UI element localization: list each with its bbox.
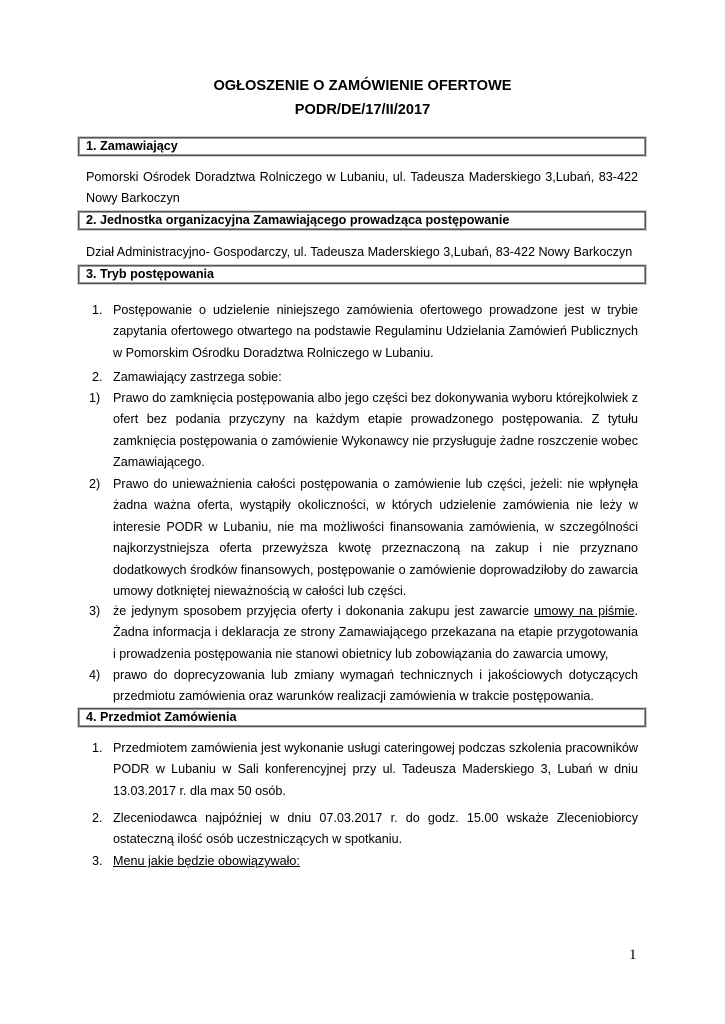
section-4-heading: 4. Przedmiot Zamówienia — [78, 708, 646, 727]
list-number: 2. — [92, 370, 103, 384]
page-number: 1 — [629, 947, 637, 963]
sublist-item — [113, 601, 638, 665]
section-3-heading: 3. Tryb postępowania — [78, 265, 646, 284]
sublist-number: 1) — [89, 391, 101, 405]
section-1-heading: 1. Zamawiający — [78, 137, 646, 156]
sublist-item: Prawo do zamknięcia postępowania albo jego części bez dokonywania wyboru którejkolwiek z ofert bez podania przyczyny na każdym etapie prowadzonego postępowania. Z tytułu zamknięcia postępowania o zamówienie Wykonawcy nie przysługuje żadne roszczenie wobec Zamawiającego. — [113, 391, 638, 470]
sublist-number: 2) — [89, 477, 101, 491]
sublist-number: 3) — [89, 604, 101, 618]
underlined-phrase: umowy na piśmie — [534, 604, 635, 618]
list-item: Przedmiotem zamówienia jest wykonanie usługi cateringowej podczas szkolenia pracowników PODR w Lubaniu w Sali konferencyjnej przy ul. Tadeusza Maderskiego 3, Lubań w dniu 13.03.2017 r. dla max 50 osób. — [113, 741, 638, 798]
document-title: OGŁOSZENIE O ZAMÓWIENIE OFERTOWE — [213, 78, 512, 94]
sublist-item: Prawo do unieważnienia całości postępowania o zamówienie lub części, jeżeli: nie wpłynęła żadna ważna oferta, wystąpiły okoliczności, w których udzielenie zamówienia nie leży w interesie PODR w Lubaniu, nie ma możliwości finansowania zamówienia, w szczególności najkorzystniejsza oferta przewyższa kwotę przeznaczoną na zakup i nie przyznano dodatkowych środków finansowych, postępowanie o zamówienie doprowadziłoby do zawarcia umowy dotkniętej nieważnością w całości lub części. — [113, 477, 638, 599]
list-item: Zleceniodawca najpóźniej w dniu 07.03.2017 r. do godz. 15.00 wskaże Zleceniobiorcy ostateczną ilość osób uczestniczących w spotkaniu. — [113, 811, 638, 847]
section-1-text: Pomorski Ośrodek Doradztwa Rolniczego w Lubaniu, ul. Tadeusza Maderskiego 3,Lubań, 83-422 Nowy Barkoczyn — [86, 170, 638, 205]
sublist-item-text: że jedynym sposobem przyjęcia oferty i dokonania zakupu jest zawarcie — [113, 604, 535, 618]
list-item: Menu jakie będzie obowiązywało: — [113, 854, 300, 868]
section-2-heading: 2. Jednostka organizacyjna Zamawiającego prowadząca postępowanie — [78, 211, 646, 230]
list-number: 2. — [92, 811, 103, 825]
list-number: 1. — [92, 303, 103, 317]
list-number: 1. — [92, 741, 103, 755]
document-reference: PODR/DE/17/II/2017 — [294, 102, 431, 118]
list-item: Zamawiający zastrzega sobie: — [113, 370, 282, 384]
list-item: Postępowanie o udzielenie niniejszego zamówienia ofertowego prowadzone jest w trybie zapytania ofertowego otwartego na podstawie Regulaminu Udzielania Zamówień Publicznych w Pomorskim Ośrodku Doradztwa Rolniczego w Lubaniu. — [113, 303, 638, 360]
section-2-text: Dział Administracyjno- Gospodarczy, ul. Tadeusza Maderskiego 3,Lubań, 83-422 Nowy Barkoczyn — [86, 245, 633, 259]
sublist-item: prawo do doprecyzowania lub zmiany wymagań technicznych i jakościowych dotyczących przedmiotu zamówienia oraz warunków realizacji zamówienia w trakcie postępowania. — [113, 668, 638, 704]
sublist-item-text: . Żadna informacja i deklaracja ze strony Zamawiającego przekazana na etapie przygotowania i prowadzenia postępowania nie stanowi obietnicy lub zobowiązania do zawarcia umowy, — [113, 604, 638, 661]
list-number: 3. — [92, 854, 103, 868]
sublist-number: 4) — [89, 668, 101, 682]
